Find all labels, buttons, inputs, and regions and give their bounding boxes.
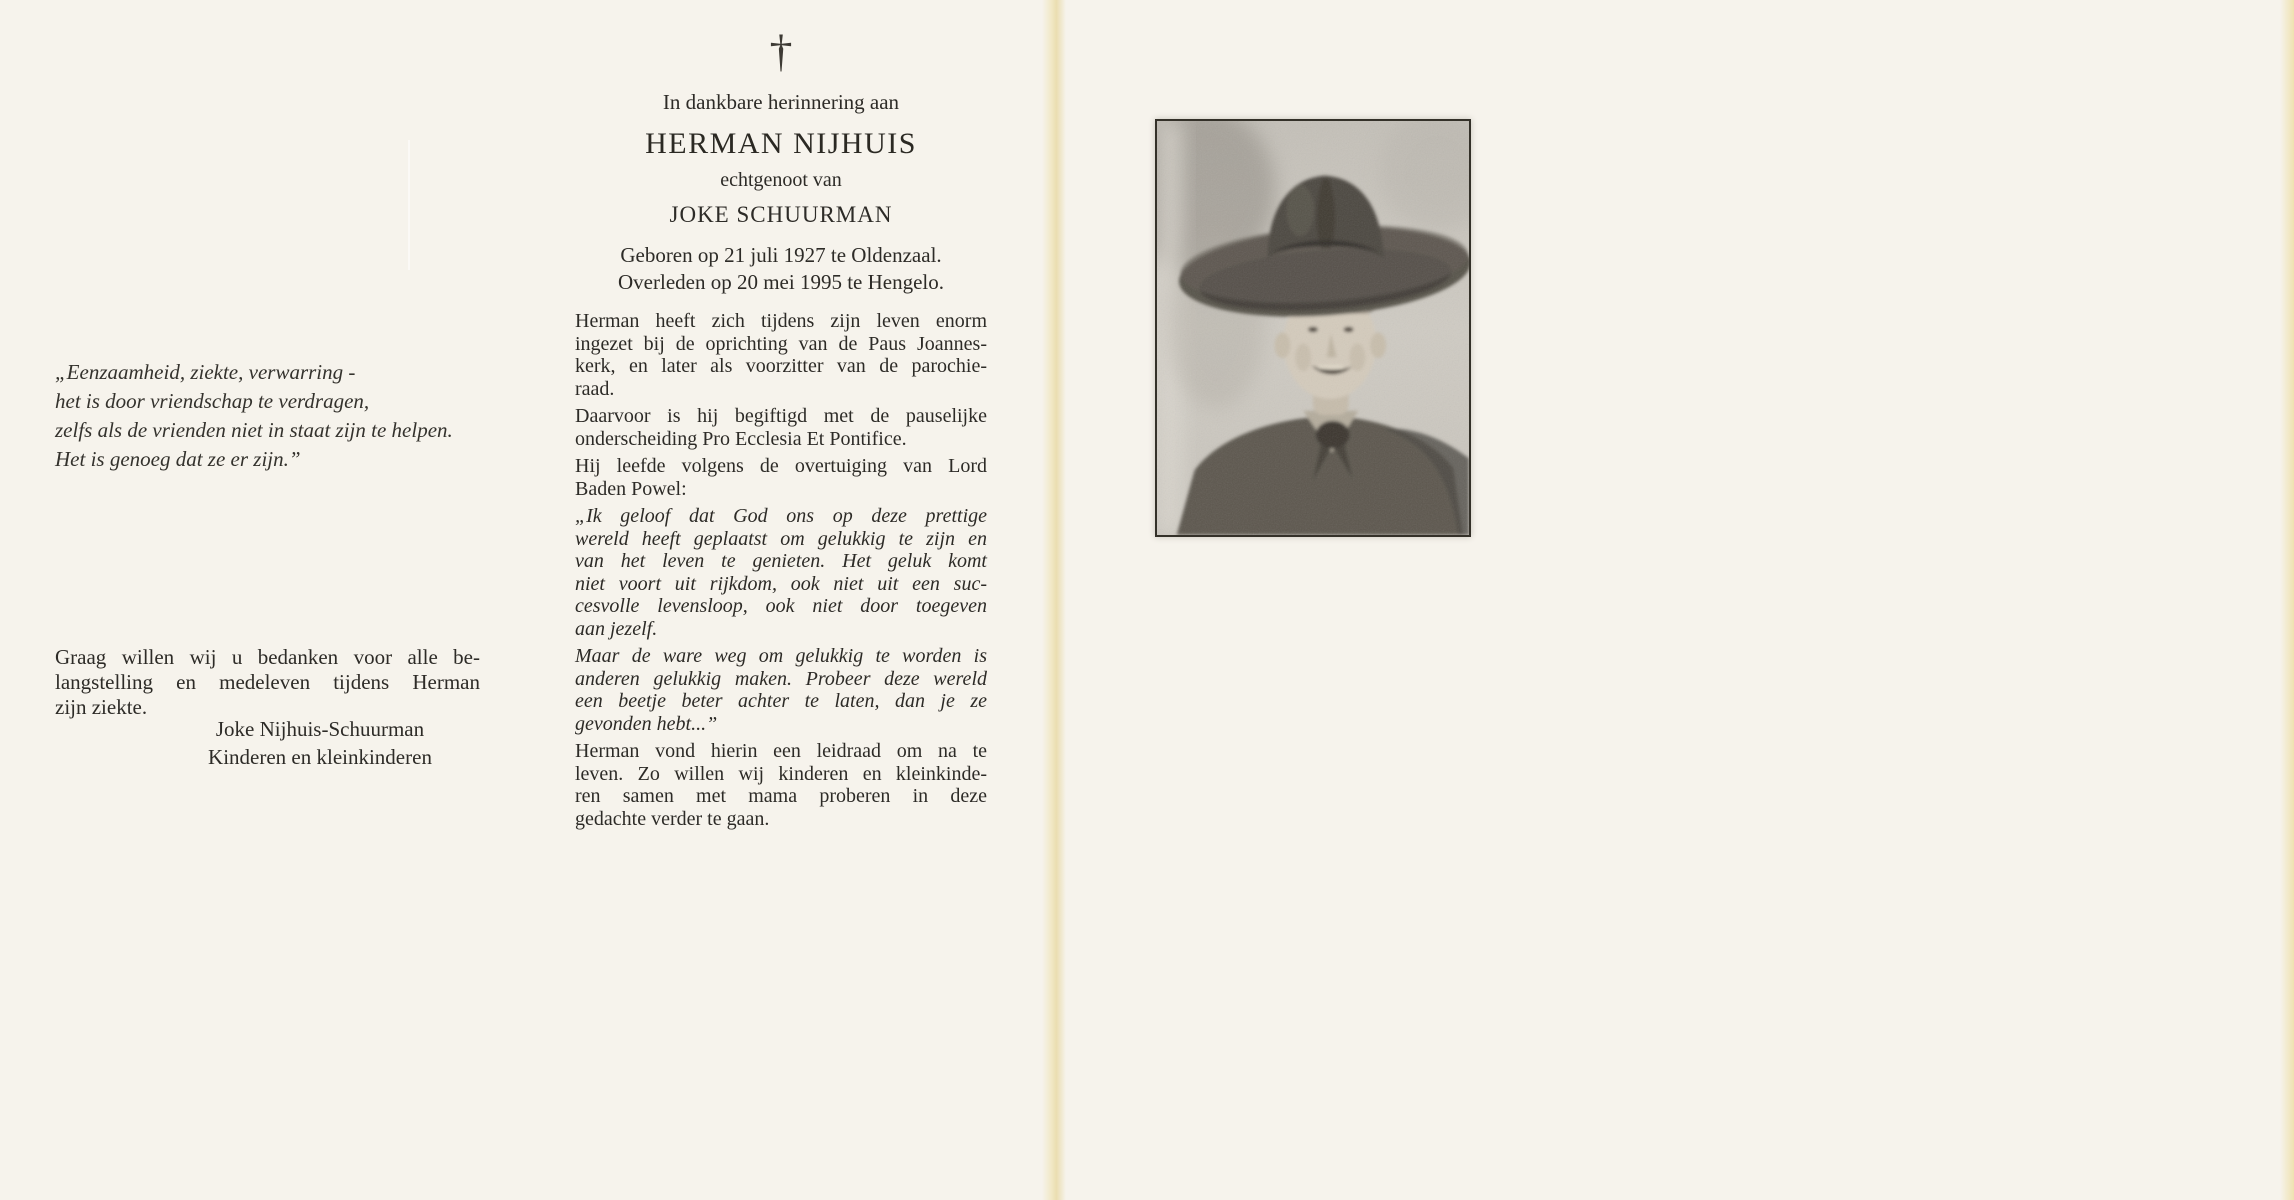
paragraph-quote xyxy=(575,505,987,640)
signature-name: Joke Nijhuis-Schuurman xyxy=(215,717,425,741)
text-line: van het leven te genieten. Het geluk komt xyxy=(575,550,987,572)
deceased-name: HERMAN NIJHUIS xyxy=(645,127,917,160)
text-line: cesvolle levensloop, ook niet door toegeven xyxy=(575,595,987,617)
text-line: gevonden hebt...” xyxy=(575,712,718,735)
text-line: onderscheiding Pro Ecclesia Et Pontifice. xyxy=(575,427,907,450)
text-line: Baden Powel: xyxy=(575,477,687,500)
text-line: Het is genoeg dat ze er zijn.” xyxy=(55,447,301,471)
text-line: het is door vriendschap te verdragen, xyxy=(55,389,370,413)
text-line: Maar de ware weg om gelukkig te worden is xyxy=(575,645,987,667)
cross-icon: † xyxy=(769,25,793,76)
edge-crease xyxy=(2280,0,2294,1200)
memorial-quote xyxy=(55,358,540,474)
text-line: wereld heeft geplaatst om gelukkig te zijn en xyxy=(575,527,987,550)
center-panel xyxy=(575,0,987,835)
text-line: ren samen met mama proberen in deze xyxy=(575,785,987,807)
text-line: raad. xyxy=(575,377,615,400)
paragraph xyxy=(575,310,987,400)
text-line: Daarvoor is hij begiftigd met de pauselijke xyxy=(575,405,987,427)
portrait-photo xyxy=(1155,119,1471,537)
life-dates xyxy=(575,242,987,296)
paragraph-quote xyxy=(575,645,987,735)
text-line: een beetje beter achter te laten, dan je ze xyxy=(575,690,987,712)
text-line: zelfs als de vrienden niet in staat zijn te helpen. xyxy=(55,418,453,442)
paragraph xyxy=(575,740,987,830)
paragraph xyxy=(575,405,987,450)
text-line: ingezet bij de oprichting van de Paus Joannes- xyxy=(575,332,987,355)
birth-date: Geboren op 21 juli 1927 te Oldenzaal. xyxy=(620,243,942,267)
text-line: Hij leefde volgens de overtuiging van Lord xyxy=(575,455,987,477)
fold-crease xyxy=(1042,0,1066,1200)
text-line: Graag willen wij u bedanken voor alle be- xyxy=(55,645,480,669)
text-line: aan jezelf. xyxy=(575,617,658,640)
text-line: niet voort uit rijkdom, ook niet uit een suc- xyxy=(575,572,987,595)
text-line: leven. Zo willen wij kinderen en kleinkinde- xyxy=(575,762,987,785)
thanks-text xyxy=(55,645,480,720)
text-line: Herman heeft zich tijdens zijn leven enorm xyxy=(575,310,987,332)
text-line: Herman vond hierin een leidraad om na te xyxy=(575,740,987,762)
text-line: langstelling en medeleven tijdens Herman xyxy=(55,670,480,694)
text-line: gedachte verder te gaan. xyxy=(575,807,770,830)
signature-family: Kinderen en kleinkinderen xyxy=(208,745,432,769)
death-date: Overleden op 20 mei 1995 te Hengelo. xyxy=(618,270,944,294)
memorial-body xyxy=(575,310,987,830)
text-line: anderen gelukkig maken. Probeer deze wereld xyxy=(575,667,987,690)
spouse-name: JOKE SCHUURMAN xyxy=(669,202,893,227)
relation-text: echtgenoot van xyxy=(720,169,842,191)
text-line: „Eenzaamheid, ziekte, verwarring - xyxy=(55,360,356,384)
portrait-photo-image xyxy=(1157,121,1469,535)
signature-block xyxy=(140,716,500,772)
text-line: kerk, en later als voorzitter van de parochie- xyxy=(575,355,987,377)
memorial-intro: In dankbare herinnering aan xyxy=(662,90,900,114)
scan-scratch xyxy=(408,140,410,270)
text-line: „Ik geloof dat God ons op deze prettige xyxy=(575,505,987,527)
text-line: zijn ziekte. xyxy=(55,695,148,719)
paragraph xyxy=(575,455,987,500)
